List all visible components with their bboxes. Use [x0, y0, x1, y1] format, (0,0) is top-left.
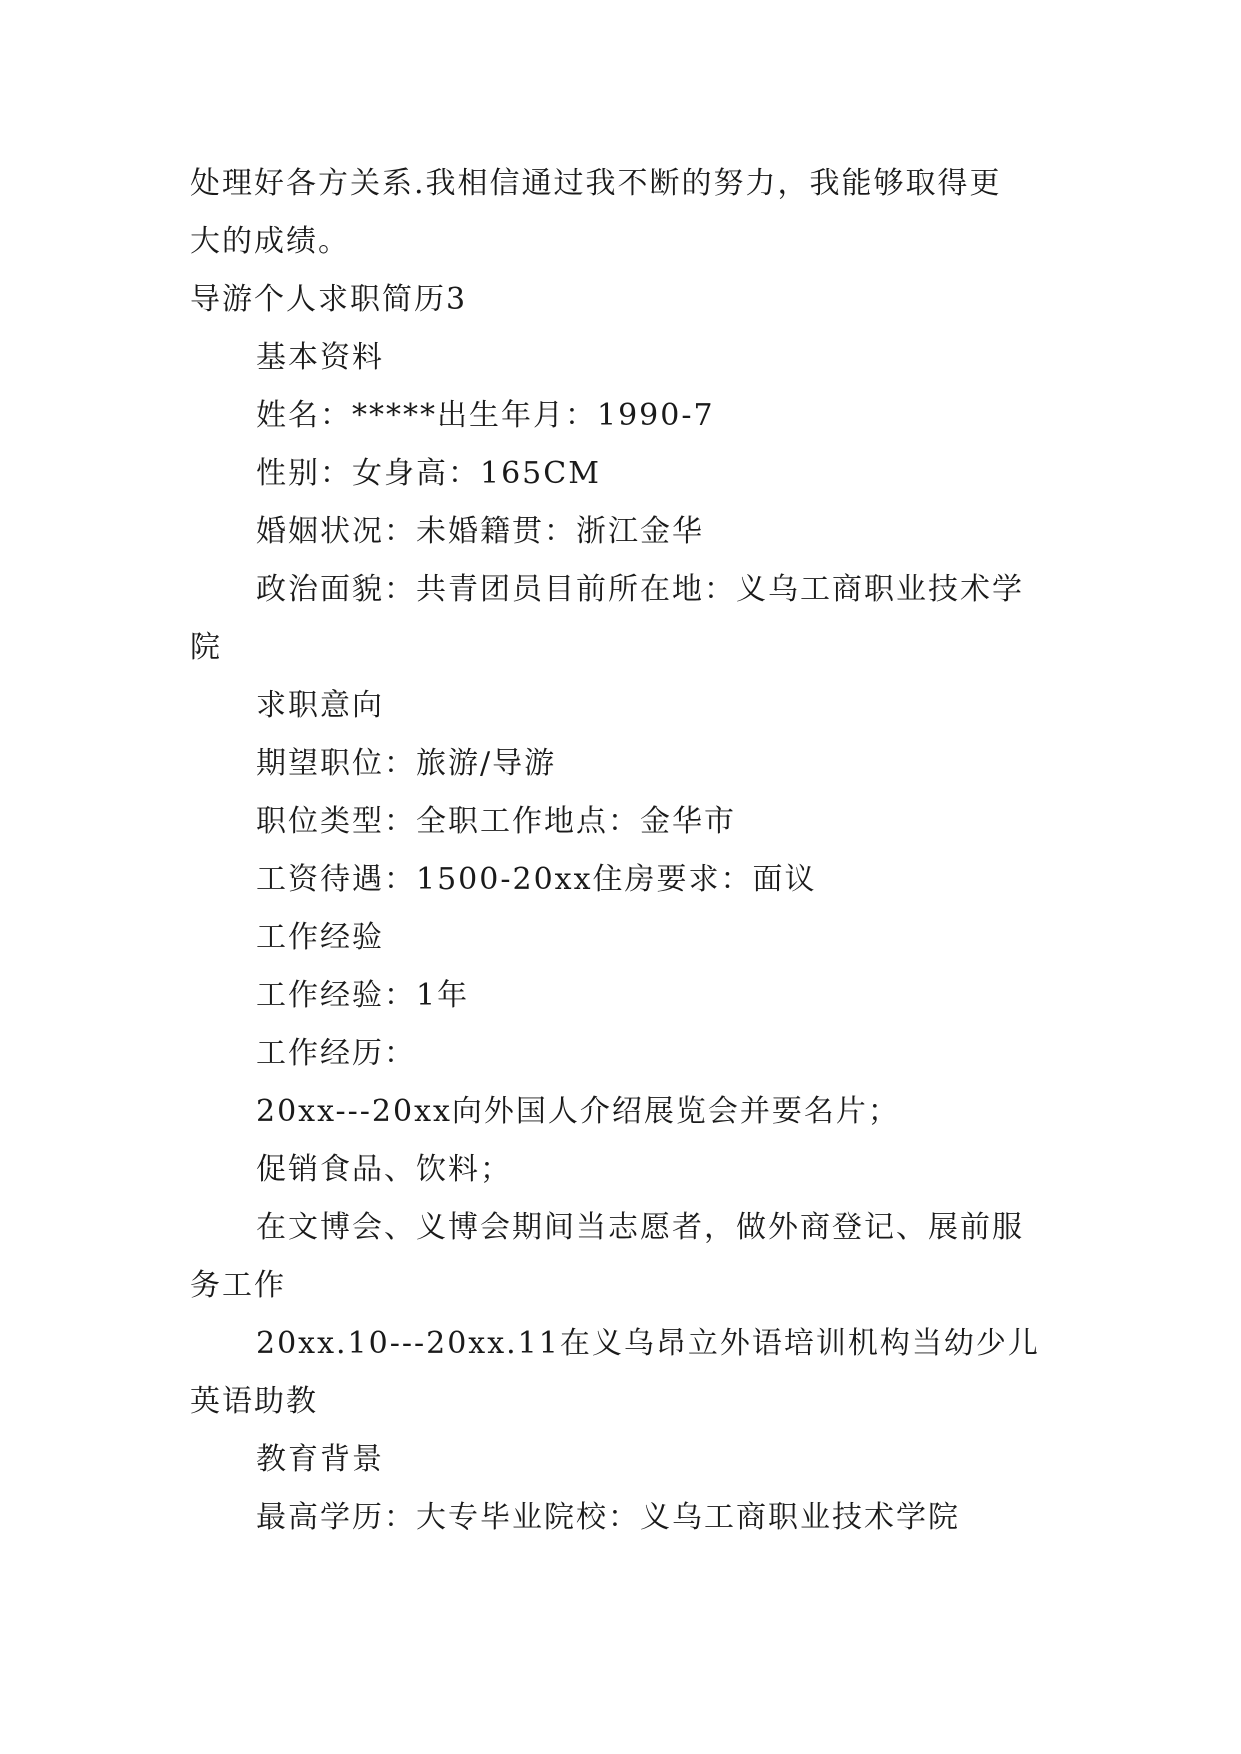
text-line: 政治面貌：共青团员目前所在地：义乌工商职业技术学: [256, 572, 1024, 607]
text-line: 在文博会、义博会期间当志愿者，做外商登记、展前服: [256, 1210, 1024, 1245]
text-line: 英语助教: [190, 1384, 318, 1419]
text-line: 职位类型：全职工作地点：金华市: [256, 804, 736, 839]
document-page: [190, 155, 1050, 1547]
text-line: 20xx---20xx向外国人介绍展览会并要名片；: [256, 1094, 900, 1129]
section-heading: 教育背景: [256, 1442, 384, 1477]
section-title: 导游个人求职简历3: [190, 282, 468, 317]
text-line: 大的成绩。: [190, 224, 350, 259]
text-line: 工作经验：1年: [256, 978, 470, 1013]
text-line: 20xx.10---20xx.11在义乌昂立外语培训机构当幼少儿: [256, 1326, 1040, 1361]
section-heading: 基本资料: [256, 340, 384, 375]
text-line: 工作经历：: [256, 1036, 416, 1071]
text-line: 工资待遇：1500-20xx住房要求：面议: [256, 862, 817, 897]
text-line: 最高学历：大专毕业院校：义乌工商职业技术学院: [256, 1500, 960, 1535]
text-line: 性别：女身高：165CM: [256, 456, 601, 491]
text-line: 务工作: [190, 1268, 286, 1303]
text-line: 促销食品、饮料；: [256, 1152, 512, 1187]
text-line: 院: [190, 630, 222, 665]
section-heading: 求职意向: [256, 688, 384, 723]
text-line: 期望职位：旅游/导游: [256, 746, 557, 781]
text-line: 婚姻状况：未婚籍贯：浙江金华: [256, 514, 704, 549]
text-line: 姓名：*****出生年月：1990-7: [256, 398, 715, 433]
text-line: 处理好各方关系.我相信通过我不断的努力，我能够取得更: [190, 166, 1002, 201]
section-heading: 工作经验: [256, 920, 384, 955]
